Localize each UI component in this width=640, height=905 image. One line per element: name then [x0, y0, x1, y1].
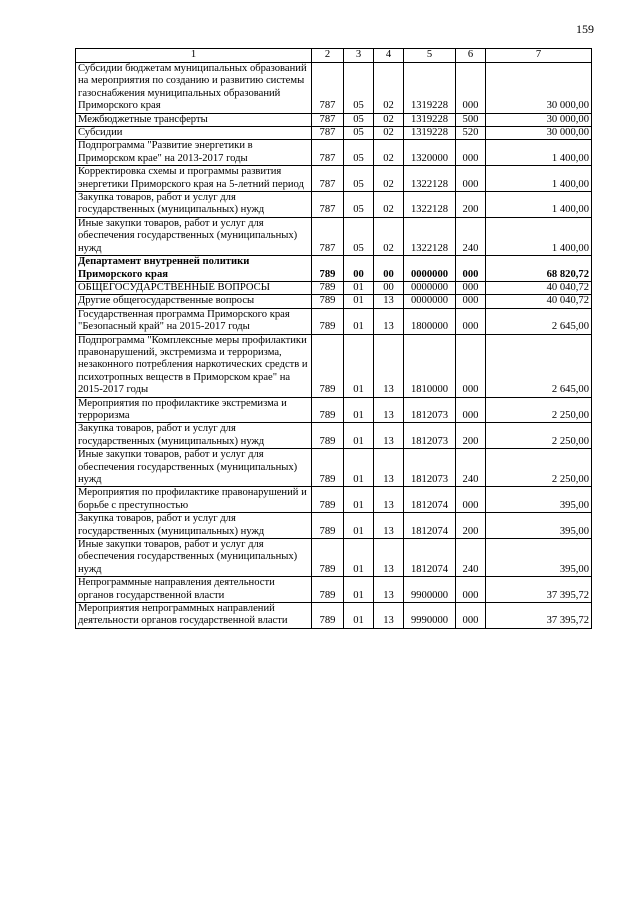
row-section-code: 01 — [344, 539, 374, 577]
row-subsection-code: 02 — [374, 166, 404, 192]
row-target-code: 1812074 — [404, 539, 456, 577]
row-expense-type: 240 — [456, 539, 486, 577]
row-expense-type: 000 — [456, 256, 486, 282]
row-target-code: 1812073 — [404, 423, 456, 449]
row-name-cell: Иные закупки товаров, работ и услуг для обеспечения государственных (муниципальных) нужд — [76, 449, 312, 487]
row-expense-type: 000 — [456, 140, 486, 166]
row-expense-type: 000 — [456, 308, 486, 334]
row-amount: 2 645,00 — [486, 334, 592, 397]
row-subsection-code: 00 — [374, 281, 404, 294]
row-name-cell: Подпрограмма "Развитие энергетики в Приморском крае" на 2013-2017 годы — [76, 140, 312, 166]
row-target-code: 1320000 — [404, 140, 456, 166]
row-section-code: 01 — [344, 603, 374, 629]
header-col-3: 3 — [344, 49, 374, 63]
row-section-code: 05 — [344, 140, 374, 166]
row-section-code: 01 — [344, 295, 374, 308]
table-header-row — [76, 49, 592, 63]
table-row — [76, 577, 592, 603]
row-section-code: 01 — [344, 397, 374, 423]
row-target-code: 1322128 — [404, 217, 456, 255]
row-section-code: 05 — [344, 192, 374, 218]
row-name-cell: Мероприятия по профилактике экстремизма и терроризма — [76, 397, 312, 423]
row-target-code: 1322128 — [404, 192, 456, 218]
row-section-code: 05 — [344, 127, 374, 140]
row-subsection-code: 13 — [374, 397, 404, 423]
header-col-2: 2 — [312, 49, 344, 63]
row-expense-type: 200 — [456, 513, 486, 539]
row-admin-code: 789 — [312, 281, 344, 294]
row-admin-code: 789 — [312, 513, 344, 539]
row-admin-code: 787 — [312, 127, 344, 140]
table-row — [76, 192, 592, 218]
header-col-5: 5 — [404, 49, 456, 63]
row-subsection-code: 02 — [374, 192, 404, 218]
page-number: 159 — [576, 22, 594, 36]
row-name-cell: Иные закупки товаров, работ и услуг для обеспечения государственных (муниципальных) нужд — [76, 539, 312, 577]
row-target-code: 0000000 — [404, 281, 456, 294]
row-target-code: 1322128 — [404, 166, 456, 192]
table-row — [76, 113, 592, 126]
header-col-6: 6 — [456, 49, 486, 63]
row-subsection-code: 02 — [374, 113, 404, 126]
row-admin-code: 789 — [312, 449, 344, 487]
row-subsection-code: 02 — [374, 140, 404, 166]
row-target-code: 1810000 — [404, 334, 456, 397]
budget-table — [75, 48, 592, 629]
row-amount: 1 400,00 — [486, 166, 592, 192]
row-section-code: 05 — [344, 166, 374, 192]
row-subsection-code: 13 — [374, 308, 404, 334]
table-row — [76, 127, 592, 140]
table-body — [76, 63, 592, 629]
row-subsection-code: 13 — [374, 513, 404, 539]
row-expense-type: 520 — [456, 127, 486, 140]
row-admin-code: 787 — [312, 140, 344, 166]
header-col-1: 1 — [76, 49, 312, 63]
row-expense-type: 200 — [456, 423, 486, 449]
row-name-cell: Мероприятия непрограммных направлений деятельности органов государственной власти — [76, 603, 312, 629]
row-name-cell: Иные закупки товаров, работ и услуг для обеспечения государственных (муниципальных) нужд — [76, 217, 312, 255]
row-admin-code: 789 — [312, 397, 344, 423]
row-subsection-code: 13 — [374, 334, 404, 397]
row-amount: 37 395,72 — [486, 603, 592, 629]
row-name-cell: Закупка товаров, работ и услуг для государственных (муниципальных) нужд — [76, 192, 312, 218]
table-row — [76, 295, 592, 308]
row-amount: 2 250,00 — [486, 397, 592, 423]
row-amount: 2 645,00 — [486, 308, 592, 334]
table-row — [76, 217, 592, 255]
row-amount: 2 250,00 — [486, 449, 592, 487]
table-row — [76, 603, 592, 629]
row-target-code: 1812073 — [404, 449, 456, 487]
row-expense-type: 240 — [456, 217, 486, 255]
row-admin-code: 789 — [312, 423, 344, 449]
row-subsection-code: 02 — [374, 217, 404, 255]
row-section-code: 05 — [344, 63, 374, 114]
row-amount: 1 400,00 — [486, 140, 592, 166]
row-amount: 30 000,00 — [486, 63, 592, 114]
table-row — [76, 539, 592, 577]
row-section-code: 01 — [344, 487, 374, 513]
row-name-cell: Департамент внутренней политики Приморского края — [76, 256, 312, 282]
table-row — [76, 449, 592, 487]
table-row — [76, 281, 592, 294]
row-section-code: 01 — [344, 281, 374, 294]
row-admin-code: 787 — [312, 166, 344, 192]
header-col-4: 4 — [374, 49, 404, 63]
row-subsection-code: 13 — [374, 603, 404, 629]
row-expense-type: 000 — [456, 487, 486, 513]
row-expense-type: 000 — [456, 166, 486, 192]
row-target-code: 1812073 — [404, 397, 456, 423]
row-admin-code: 789 — [312, 308, 344, 334]
row-target-code: 0000000 — [404, 256, 456, 282]
table-row — [76, 308, 592, 334]
row-admin-code: 787 — [312, 192, 344, 218]
row-target-code: 1319228 — [404, 127, 456, 140]
row-name-cell: Межбюджетные трансферты — [76, 113, 312, 126]
table-row — [76, 397, 592, 423]
row-amount: 40 040,72 — [486, 295, 592, 308]
row-name-cell: Субсидии — [76, 127, 312, 140]
row-target-code: 0000000 — [404, 295, 456, 308]
row-expense-type: 000 — [456, 63, 486, 114]
table-row — [76, 63, 592, 114]
row-target-code: 1319228 — [404, 63, 456, 114]
row-section-code: 01 — [344, 577, 374, 603]
row-name-cell: Государственная программа Приморского края "Безопасный край" на 2015-2017 годы — [76, 308, 312, 334]
row-amount: 37 395,72 — [486, 577, 592, 603]
row-expense-type: 000 — [456, 603, 486, 629]
row-section-code: 05 — [344, 113, 374, 126]
row-amount: 68 820,72 — [486, 256, 592, 282]
row-expense-type: 000 — [456, 295, 486, 308]
row-admin-code: 787 — [312, 113, 344, 126]
row-expense-type: 000 — [456, 281, 486, 294]
table-row — [76, 140, 592, 166]
row-expense-type: 000 — [456, 397, 486, 423]
row-name-cell: Мероприятия по профилактике правонарушений и борьбе с преступностью — [76, 487, 312, 513]
row-name-cell: ОБЩЕГОСУДАРСТВЕННЫЕ ВОПРОСЫ — [76, 281, 312, 294]
row-section-code: 01 — [344, 449, 374, 487]
row-name-cell: Подпрограмма "Комплексные меры профилактики правонарушений, экстремизма и терроризма, незаконного потребления наркотических средств и психотропных веществ в Приморском крае" на 2015-2017 годы — [76, 334, 312, 397]
row-name-cell: Другие общегосударственные вопросы — [76, 295, 312, 308]
row-subsection-code: 13 — [374, 539, 404, 577]
row-target-code: 9990000 — [404, 603, 456, 629]
header-col-7: 7 — [486, 49, 592, 63]
row-expense-type: 000 — [456, 577, 486, 603]
row-name-cell: Субсидии бюджетам муниципальных образований на мероприятия по созданию и развитию системы газоснабжения муниципальных образований Приморского края — [76, 63, 312, 114]
row-admin-code: 789 — [312, 487, 344, 513]
row-amount: 395,00 — [486, 487, 592, 513]
row-section-code: 01 — [344, 308, 374, 334]
row-admin-code: 789 — [312, 577, 344, 603]
row-admin-code: 789 — [312, 256, 344, 282]
row-amount: 30 000,00 — [486, 127, 592, 140]
row-target-code: 1319228 — [404, 113, 456, 126]
row-name-cell: Корректировка схемы и программы развития энергетики Приморского края на 5-летний период — [76, 166, 312, 192]
row-amount: 40 040,72 — [486, 281, 592, 294]
row-amount: 1 400,00 — [486, 192, 592, 218]
row-amount: 395,00 — [486, 513, 592, 539]
row-section-code: 05 — [344, 217, 374, 255]
row-amount: 30 000,00 — [486, 113, 592, 126]
row-subsection-code: 13 — [374, 295, 404, 308]
table-row — [76, 166, 592, 192]
table-row — [76, 256, 592, 282]
row-admin-code: 789 — [312, 334, 344, 397]
row-subsection-code: 02 — [374, 63, 404, 114]
row-expense-type: 000 — [456, 334, 486, 397]
row-subsection-code: 13 — [374, 449, 404, 487]
table-row — [76, 334, 592, 397]
row-name-cell: Закупка товаров, работ и услуг для государственных (муниципальных) нужд — [76, 513, 312, 539]
row-name-cell: Непрограммные направления деятельности органов государственной власти — [76, 577, 312, 603]
row-subsection-code: 00 — [374, 256, 404, 282]
row-name-cell: Закупка товаров, работ и услуг для государственных (муниципальных) нужд — [76, 423, 312, 449]
row-admin-code: 789 — [312, 603, 344, 629]
row-subsection-code: 13 — [374, 487, 404, 513]
row-admin-code: 787 — [312, 217, 344, 255]
table-row — [76, 423, 592, 449]
table-row — [76, 513, 592, 539]
row-section-code: 01 — [344, 334, 374, 397]
row-expense-type: 240 — [456, 449, 486, 487]
row-subsection-code: 13 — [374, 577, 404, 603]
row-amount: 395,00 — [486, 539, 592, 577]
row-admin-code: 787 — [312, 63, 344, 114]
row-admin-code: 789 — [312, 295, 344, 308]
row-section-code: 00 — [344, 256, 374, 282]
row-section-code: 01 — [344, 423, 374, 449]
row-section-code: 01 — [344, 513, 374, 539]
row-subsection-code: 13 — [374, 423, 404, 449]
row-amount: 1 400,00 — [486, 217, 592, 255]
row-amount: 2 250,00 — [486, 423, 592, 449]
row-expense-type: 200 — [456, 192, 486, 218]
row-target-code: 1800000 — [404, 308, 456, 334]
row-target-code: 1812074 — [404, 487, 456, 513]
row-target-code: 1812074 — [404, 513, 456, 539]
table-row — [76, 487, 592, 513]
row-expense-type: 500 — [456, 113, 486, 126]
row-subsection-code: 02 — [374, 127, 404, 140]
row-admin-code: 789 — [312, 539, 344, 577]
row-target-code: 9900000 — [404, 577, 456, 603]
